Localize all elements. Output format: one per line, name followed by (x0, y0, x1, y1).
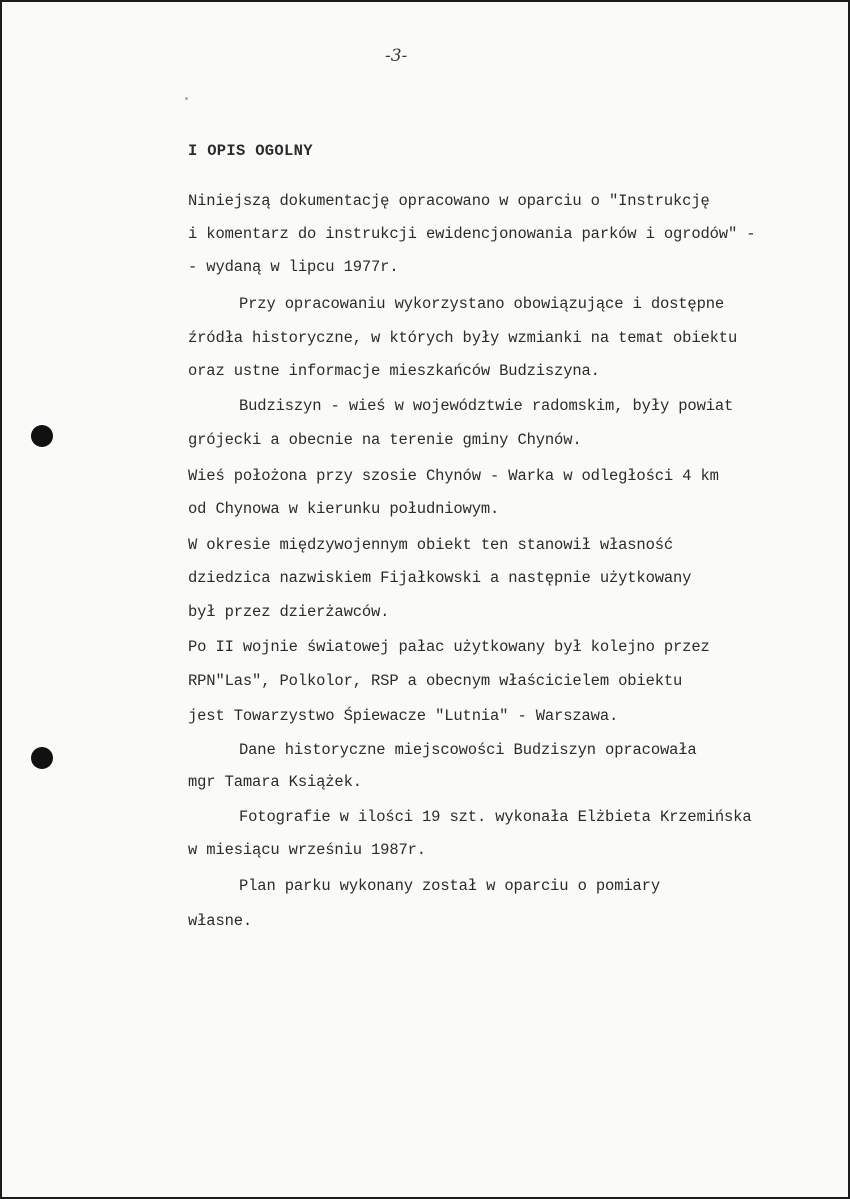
body-line: mgr Tamara Książek. (188, 773, 362, 791)
paper-speck (185, 97, 188, 100)
body-line: Wieś położona przy szosie Chynów - Warka w odległości 4 km (188, 467, 719, 485)
body-line: W okresie międzywojennym obiekt ten stanowił własność (188, 536, 674, 554)
body-line: Niniejszą dokumentację opracowano w oparciu o "Instrukcję (188, 192, 710, 210)
body-line: Plan parku wykonany został w oparciu o pomiary (239, 877, 660, 895)
body-line: w miesiącu wrześniu 1987r. (188, 841, 426, 859)
body-line: Przy opracowaniu wykorzystano obowiązujące i dostępne (239, 295, 725, 313)
body-line: dziedzica nazwiskiem Fijałkowski a następnie użytkowany (188, 569, 692, 587)
body-line: RPN"Las", Polkolor, RSP a obecnym właścicielem obiektu (188, 672, 683, 690)
page-number: -3- (385, 46, 408, 66)
punch-hole-top (31, 425, 53, 447)
punch-hole-bottom (31, 747, 53, 769)
body-line: własne. (188, 912, 253, 930)
body-line: od Chynowa w kierunku południowym. (188, 500, 500, 518)
body-line: źródła historyczne, w których były wzmianki na temat obiektu (188, 329, 738, 347)
body-line: Fotografie w ilości 19 szt. wykonała Elżbieta Krzemińska (239, 808, 752, 826)
body-line: - wydaną w lipcu 1977r. (188, 258, 399, 276)
body-line: Po II wojnie światowej pałac użytkowany był kolejno przez (188, 638, 710, 656)
section-heading: I OPIS OGOLNY (188, 142, 313, 160)
body-line: jest Towarzystwo Śpiewacze "Lutnia" - Warszawa. (188, 707, 619, 725)
body-line: był przez dzierżawców. (188, 603, 390, 621)
body-line: i komentarz do instrukcji ewidencjonowania parków i ogrodów" - (188, 225, 756, 243)
body-line: oraz ustne informacje mieszkańców Budziszyna. (188, 362, 600, 380)
body-line: Dane historyczne miejscowości Budziszyn opracowała (239, 741, 697, 759)
body-line: Budziszyn - wieś w województwie radomskim, były powiat (239, 397, 734, 415)
body-line: grójecki a obecnie na terenie gminy Chynów. (188, 431, 582, 449)
